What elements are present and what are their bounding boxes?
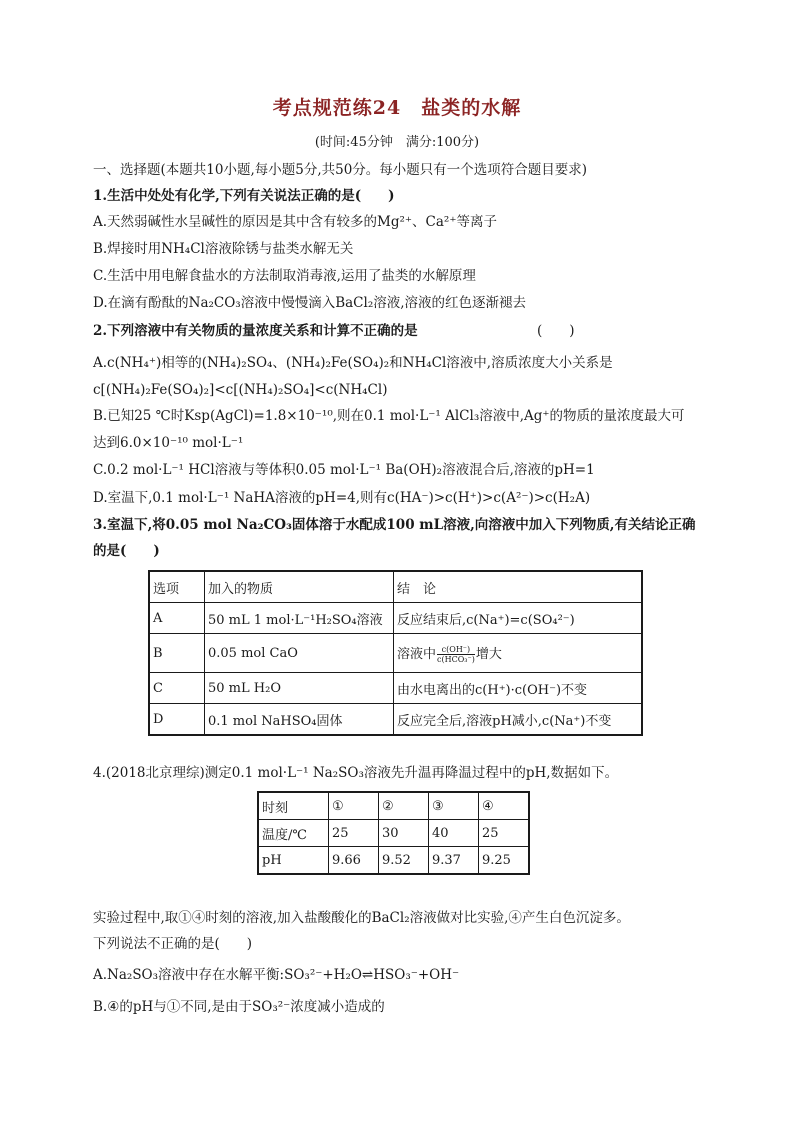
- table-cell: B: [149, 634, 205, 673]
- q4-option-a: A.Na₂SO₃溶液中存在水解平衡:SO₃²⁻+H₂O⇌HSO₃⁻+OH⁻: [93, 967, 460, 983]
- q1-stem: 1.生活中处处有化学,下列有关说法正确的是( ): [93, 188, 395, 204]
- q2-answer-paren: ( ): [537, 323, 575, 339]
- q4-option-b: B.④的pH与①不同,是由于SO₃²⁻浓度减小造成的: [93, 999, 385, 1015]
- table-cell: 9.52: [379, 847, 429, 875]
- table-cell: 9.37: [429, 847, 479, 875]
- table-cell: 50 mL H₂O: [205, 673, 394, 704]
- table-cell: 温度/℃: [258, 820, 329, 847]
- table-cell: 40: [429, 820, 479, 847]
- table-cell: 反应结束后,c(Na⁺)=c(SO₄²⁻): [394, 603, 643, 634]
- conclusion-suffix: 增大: [475, 646, 502, 662]
- q2-stem: 2.下列溶液中有关物质的量浓度关系和计算不正确的是: [93, 323, 418, 339]
- q2-option-a-line2: c[(NH₄)₂Fe(SO₄)₂]<c[(NH₄)₂SO₄]<c(NH₄Cl): [93, 382, 388, 398]
- table-cell: C: [149, 673, 205, 704]
- table-cell: 0.05 mol CaO: [205, 634, 394, 673]
- q2-option-b-line1: B.已知25 ℃时Ksp(AgCl)=1.8×10⁻¹⁰,则在0.1 mol·L⁻¹ AlCl₃溶液中,Ag⁺的物质的量浓度最大可: [93, 408, 685, 424]
- q4-text-line1: 实验过程中,取①④时刻的溶液,加入盐酸酸化的BaCl₂溶液做对比实验,④产生白色沉淀多。: [93, 910, 630, 926]
- q3-stem-line2: 的是( ): [93, 543, 160, 559]
- table-cell: 反应完全后,溶液pH减小,c(Na⁺)不变: [394, 704, 643, 736]
- table-cell: [394, 634, 643, 673]
- table-cell: 50 mL 1 mol·L⁻¹H₂SO₄溶液: [205, 603, 394, 634]
- q2-option-b-line2: 达到6.0×10⁻¹⁰ mol·L⁻¹: [93, 435, 244, 451]
- q3-options-table: [148, 570, 643, 736]
- concentration-fraction: [437, 645, 475, 664]
- fraction-numerator: c(OH⁻): [437, 645, 475, 655]
- table-cell: 9.25: [479, 847, 530, 875]
- q2-option-a-line1: A.c(NH₄⁺)相等的(NH₄)₂SO₄、(NH₄)₂Fe(SO₄)₂和NH₄Cl溶液中,溶质浓度大小关系是: [93, 355, 613, 371]
- q4-data-table: [257, 791, 530, 875]
- q2-option-d: D.室温下,0.1 mol·L⁻¹ NaHA溶液的pH=4,则有c(HA⁻)>c(H⁺)>c(A²⁻)>c(H₂A): [93, 490, 591, 506]
- fraction-denominator: c(HCO₃⁻): [437, 654, 475, 664]
- table-cell: D: [149, 704, 205, 736]
- page-subtitle: (时间:45分钟 满分:100分): [314, 135, 480, 150]
- q4-text-line2: 下列说法不正确的是( ): [93, 936, 253, 952]
- table-cell: 30: [379, 820, 429, 847]
- table-row: [258, 792, 529, 820]
- table-cell: 25: [479, 820, 530, 847]
- q1-option-a: A.天然弱碱性水呈碱性的原因是其中含有较多的Mg²⁺、Ca²⁺等离子: [93, 214, 497, 230]
- table-row: [149, 673, 642, 704]
- q2-option-c: C.0.2 mol·L⁻¹ HCl溶液与等体积0.05 mol·L⁻¹ Ba(OH)₂溶液混合后,溶液的pH=1: [93, 462, 595, 478]
- table-header-cell: 结 论: [394, 571, 643, 603]
- section-heading: 一、选择题(本题共10小题,每小题5分,共50分。每小题只有一个选项符合题目要求): [93, 162, 588, 178]
- table-cell: 25: [329, 820, 379, 847]
- q1-option-d: D.在滴有酚酞的Na₂CO₃溶液中慢慢滴入BaCl₂溶液,溶液的红色逐渐褪去: [93, 295, 527, 311]
- table-row: [149, 704, 642, 736]
- table-cell: ②: [379, 792, 429, 820]
- table-row: [149, 603, 642, 634]
- conclusion-prefix: 溶液中: [397, 646, 437, 662]
- table-cell: 由水电离出的c(H⁺)·c(OH⁻)不变: [394, 673, 643, 704]
- table-header-row: [149, 571, 642, 603]
- table-cell: A: [149, 603, 205, 634]
- table-header-cell: 选项: [149, 571, 205, 603]
- table-cell: 0.1 mol NaHSO₄固体: [205, 704, 394, 736]
- q1-option-c: C.生活中用电解食盐水的方法制取消毒液,运用了盐类的水解原理: [93, 268, 476, 284]
- table-cell: 9.66: [329, 847, 379, 875]
- table-row: [258, 847, 529, 875]
- table-row: [258, 820, 529, 847]
- q4-stem: 4.(2018北京理综)测定0.1 mol·L⁻¹ Na₂SO₃溶液先升温再降温过程中的pH,数据如下。: [93, 765, 619, 781]
- table-cell: ③: [429, 792, 479, 820]
- table-header-cell: 加入的物质: [205, 571, 394, 603]
- table-cell: 时刻: [258, 792, 329, 820]
- table-cell: ①: [329, 792, 379, 820]
- q1-option-b: B.焊接时用NH₄Cl溶液除锈与盐类水解无关: [93, 241, 354, 257]
- table-cell: pH: [258, 847, 329, 875]
- table-row: [149, 634, 642, 673]
- table-cell: ④: [479, 792, 530, 820]
- q3-stem-line1: 3.室温下,将0.05 mol Na₂CO₃固体溶于水配成100 mL溶液,向溶液中加入下列物质,有关结论正确: [93, 517, 696, 533]
- page-title: 考点规范练24 盐类的水解: [272, 97, 522, 119]
